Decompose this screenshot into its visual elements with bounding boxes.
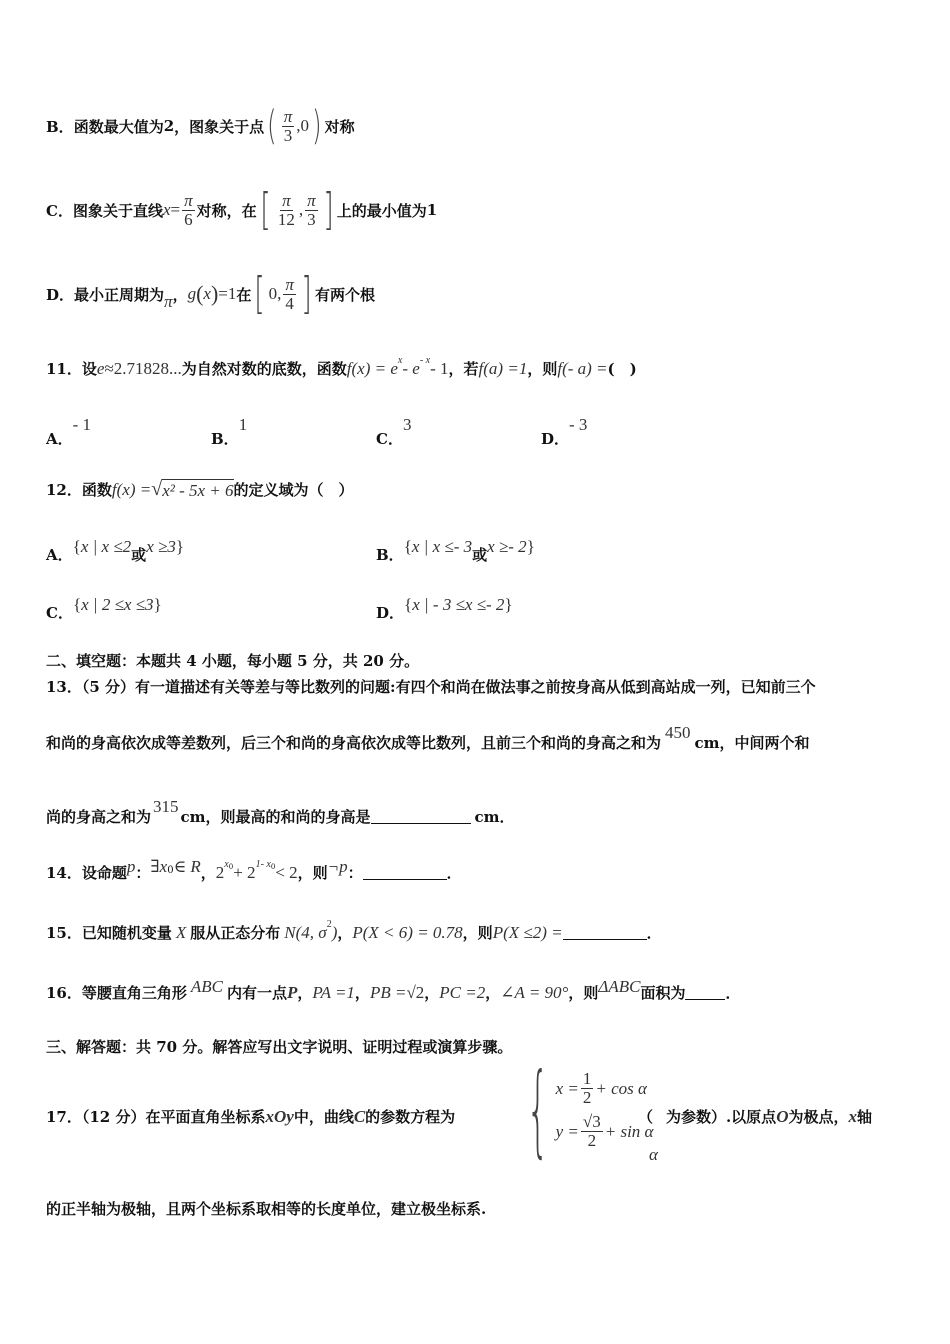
choice-a[interactable]: A． - 1	[46, 414, 92, 448]
option-c: C． 图象关于直线 x = $\frac{\pi}{6}$ 对称，在 [ $\frac{\pi}{12}$ , $\frac{\pi}{3}$ ] 上的最小值为 1	[46, 184, 438, 235]
fraction: $\frac{\pi}{3}$	[307, 190, 316, 229]
section-heading: 二、填空题：本题共 4 小题，每小题 5 分，共 20 分。	[46, 652, 420, 670]
choice-c[interactable]: C． 3	[376, 414, 412, 448]
question-16: 16． 等腰直角三角形 ABC 内有一点 P ， PA =1 ， PB = √2 ， PC =2 ， ∠A = 90° ，则 ΔABC 面积为 ．	[46, 976, 741, 1002]
section-heading: 三、解答题：共 70 分。解答应写出文字说明、证明过程或演算步骤。	[46, 1038, 513, 1056]
answer-blank[interactable]	[371, 809, 471, 824]
parametric-system: { x = $\frac{1}{2}$ + cos α y = $\frac{√3}{2}$ + sin α	[526, 1051, 654, 1168]
option-label: C．	[46, 201, 73, 220]
left-paren: (	[267, 103, 277, 149]
question-14: 14． 设命题 p ： ∃x 0 ∈ R ， 2 x 0 + 2 1- x 0 < 2 ，则 ¬p ： ．	[46, 856, 462, 882]
answer-blank[interactable]	[363, 865, 447, 880]
question-17: 17．（12 分）在平面直角坐标系 xOy 中，曲线 C 的参数方程为	[46, 1106, 456, 1126]
sqrt-icon: √	[151, 478, 163, 500]
fraction: $\frac{\pi}{3}$	[283, 106, 293, 145]
choice-b[interactable]: B． 1	[211, 414, 248, 448]
option-label: B．	[46, 117, 74, 136]
brace-icon: {	[526, 1051, 549, 1168]
fraction: $\frac{\pi}{4}$	[285, 274, 294, 313]
question-12: 12． 函数 f(x) = √ x² - 5x + 6 的定义域为（ ）	[46, 478, 354, 500]
question-13-line1: 13．（5 分）有一道描述有关等差与等比数列的问题:有四个和尚在做法事之前按身高从低到高站成一列，已知前三个	[46, 678, 816, 696]
right-paren: )	[312, 103, 322, 149]
question-13-line2: 和尚的身高依次成等差数列，后三个和尚的身高依次成等比数列，且前三个和尚的身高之和为 450 cm，中间两个和	[46, 722, 810, 752]
option-d: D． 最小正周期为 π ， g ( x ) =1 在 [ 0 , $\frac{\pi}{4}$ ] 有两个根	[46, 268, 376, 319]
choice-d[interactable]: D． { x | - 3 ≤x ≤- 2 }	[376, 594, 513, 622]
answer-blank[interactable]	[685, 985, 725, 1000]
choice-a[interactable]: A． { x | x ≤2 或 x ≥3 }	[46, 536, 184, 564]
question-11: 11． 设 e ≈2.71828... 为自然对数的底数，函数 f(x) = e x - e - x - 1 ，若 f(a) =1 ，则 f(- a) = ( )	[46, 355, 637, 378]
answer-blank[interactable]	[563, 925, 647, 940]
question-15: 15． 已知随机变量 X 服从正态分布 N(4, σ 2 ) ， P(X < 6) = 0.78 ，则 P(X ≤2) = ．	[46, 919, 662, 942]
fraction: $\frac{\pi}{12}$	[277, 190, 295, 229]
fraction: $\frac{\pi}{6}$	[184, 190, 193, 229]
option-label: D．	[46, 285, 75, 304]
choice-d[interactable]: D． - 3	[541, 414, 588, 448]
choice-c[interactable]: C． { x | 2 ≤x ≤3 }	[46, 594, 162, 622]
option-b: B． 函数最大值为 2 ，图象关于点 ( $\frac{\pi}{3}$ , 0 ) 对称	[46, 103, 355, 149]
question-17-tail: （ α 为参数）.以原点 O 为极点， x 轴	[638, 1106, 872, 1164]
choice-b[interactable]: B． { x | x ≤- 3 或 x ≥- 2 }	[376, 536, 535, 564]
question-17-line2: 的正半轴为极轴，且两个坐标系取相等的长度单位，建立极坐标系.	[46, 1200, 487, 1218]
question-13-line3: 尚的身高之和为 315 cm，则最高的和尚的身高是 cm．	[46, 796, 515, 826]
